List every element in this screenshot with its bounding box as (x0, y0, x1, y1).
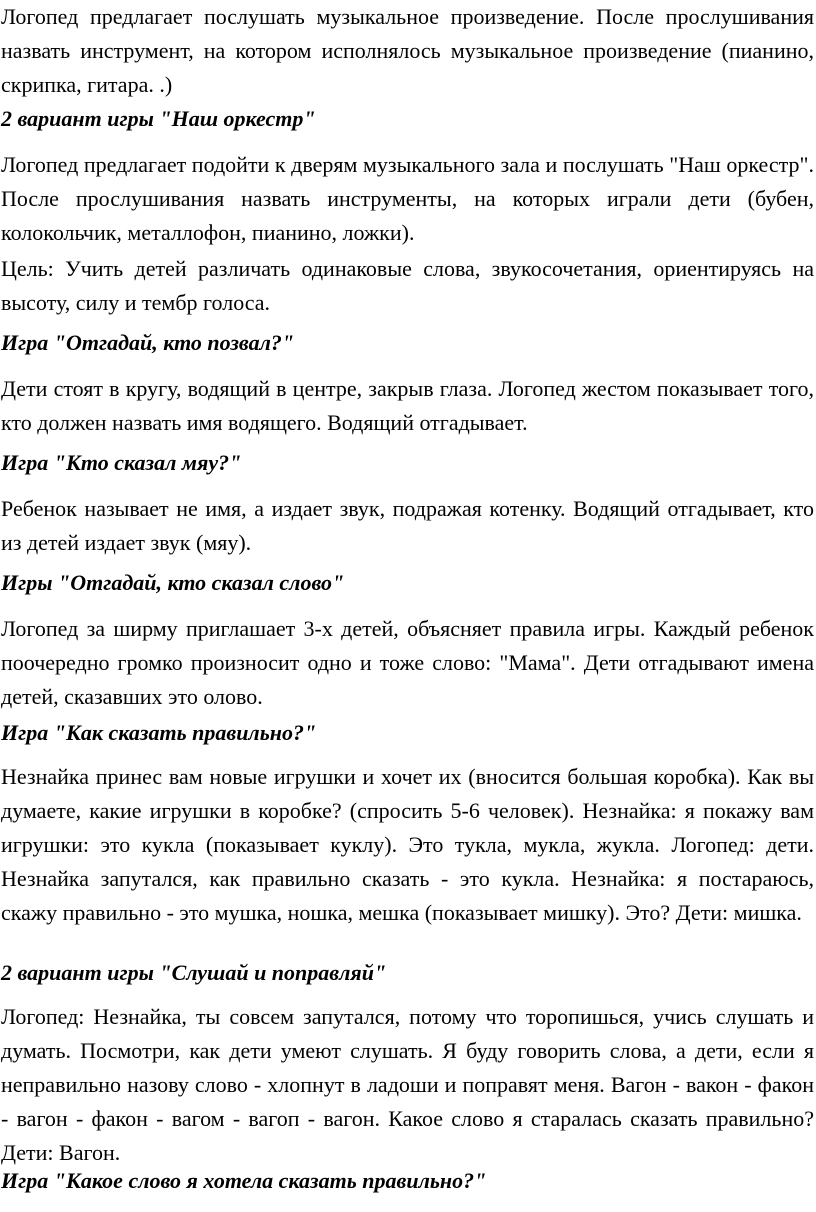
paragraph-who-said-meow: Ребенок называет не имя, а издает звук, подражая котенку. Водящий отгадывает, кто из детей издает звук (мяу). (1, 496, 814, 555)
heading-which-word: Игра "Какое слово я хотела сказать правильно?" (1, 1168, 487, 1193)
paragraph-listen-and-correct: Логопед: Незнайка, ты совсем запутался, потому что торопишься, учись слушать и думать. Посмотри, как дети умеют слушать. Я буду говорить слова, а дети, если я неправильно назову слово - хлопнут в ладоши и поправят меня. Вагон - вакон - факон - вагон - факон - вагом - вагоп - вагон. Какое слово я старалась сказать правильно? Дети: Вагон. (1, 1004, 814, 1165)
heading-who-said-meow: Игра "Кто сказал мяу?" (1, 450, 242, 475)
paragraph-goal: Цель: Учить детей различать одинаковые слова, звукосочетания, ориентируясь на высоту, силу и тембр голоса. (1, 256, 814, 315)
paragraph-orchestra: Логопед предлагает подойти к дверям музыкального зала и послушать "Наш оркестр". После прослушивания назвать инструменты, на которых играли дети (бубен, колокольчик, металлофон, пианино, ложки). (1, 152, 814, 245)
paragraph-how-to-say-correctly: Незнайка принес вам новые игрушки и хочет их (вносится большая коробка). Как вы думаете, какие игрушки в коробке? (спросить 5-6 человек). Незнайка: я покажу вам игрушки: это кукла (показывает куклу). Это тукла, мукла, жукла. Логопед: дети. Незнайка запутался, как правильно сказать - это кукла. Незнайка: я постараюсь, скажу правильно - это мушка, ношка, мешка (показывает мишку). Это? Дети: мишка. (1, 764, 814, 925)
heading-our-orchestra: 2 вариант игры "Наш оркестр" (1, 106, 316, 131)
paragraph-who-called: Дети стоят в кругу, водящий в центре, закрыв глаза. Логопед жестом показывает того, кто должен назвать имя водящего. Водящий отгадывает. (1, 376, 814, 435)
heading-how-to-say-correctly: Игра "Как сказать правильно?" (1, 720, 317, 745)
paragraph-guess-who-said-word: Логопед за ширму приглашает 3-х детей, объясняет правила игры. Каждый ребенок поочередно громко произносит одно и тоже слово: "Мама". Дети отгадывают имена детей, сказавших это олово. (1, 616, 814, 709)
heading-listen-and-correct: 2 вариант игры "Слушай и поправляй" (1, 960, 387, 985)
paragraph-music-piece: Логопед предлагает послушать музыкальное произведение. После прослушивания назвать инструмент, на котором исполнялось музыкальное произведение (пианино, скрипка, гитара. .) (1, 4, 814, 97)
heading-guess-who-said-word: Игры "Отгадай, кто сказал слово" (1, 570, 345, 595)
heading-who-called: Игра "Отгадай, кто позвал?" (1, 330, 295, 355)
